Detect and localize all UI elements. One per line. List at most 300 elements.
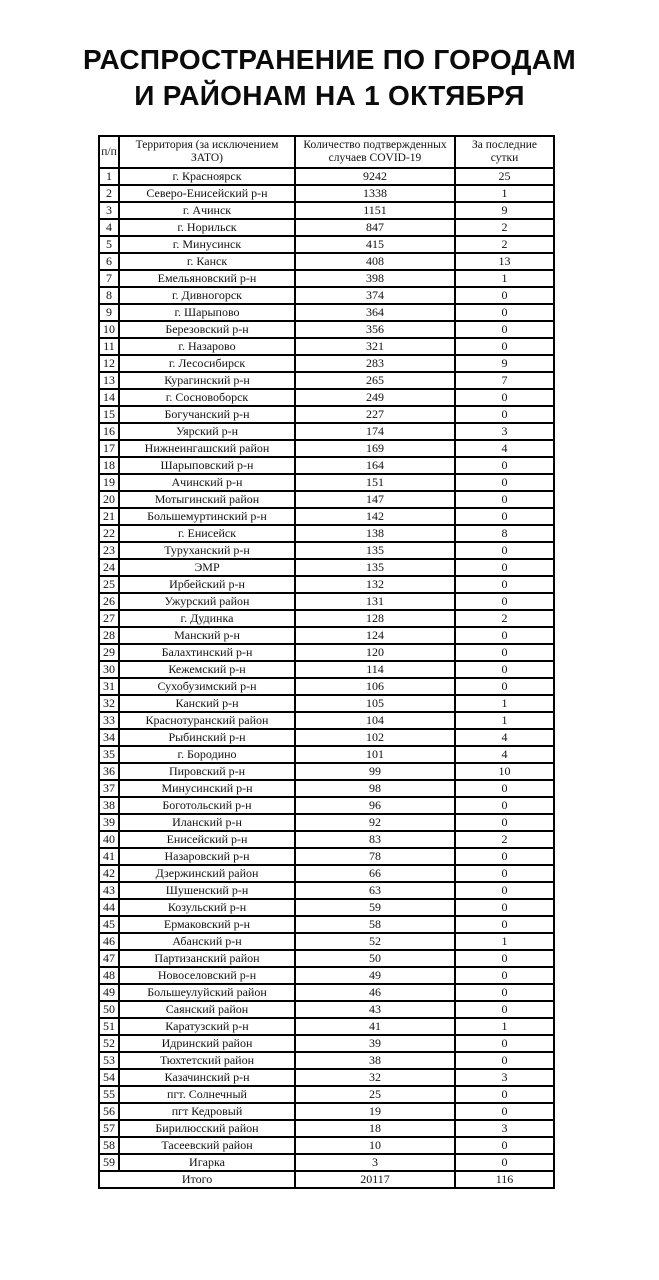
row-number-cell: 8 (99, 287, 119, 304)
col-header-confirmed-cases: Количество подтвержденных случаев COVID-19 (295, 136, 455, 168)
row-number-cell: 49 (99, 984, 119, 1001)
table-row (99, 1069, 554, 1086)
confirmed-cases-cell: 174 (295, 423, 455, 440)
confirmed-cases-cell: 9242 (295, 168, 455, 185)
territory-cell: Мотыгинский район (119, 491, 295, 508)
total-label-cell: Итого (99, 1171, 295, 1188)
last-day-cell: 0 (455, 1052, 554, 1069)
last-day-cell: 0 (455, 865, 554, 882)
table-row (99, 933, 554, 950)
last-day-cell: 0 (455, 797, 554, 814)
row-number-cell: 2 (99, 185, 119, 202)
confirmed-cases-cell: 41 (295, 1018, 455, 1035)
confirmed-cases-cell: 78 (295, 848, 455, 865)
last-day-cell: 0 (455, 1103, 554, 1120)
confirmed-cases-cell: 59 (295, 899, 455, 916)
confirmed-cases-cell: 364 (295, 304, 455, 321)
row-number-cell: 14 (99, 389, 119, 406)
table-header (99, 136, 554, 168)
confirmed-cases-cell: 50 (295, 950, 455, 967)
table-row (99, 270, 554, 287)
territory-cell: Ачинский р-н (119, 474, 295, 491)
last-day-cell: 2 (455, 610, 554, 627)
last-day-cell: 0 (455, 542, 554, 559)
table-row (99, 950, 554, 967)
last-day-cell: 0 (455, 321, 554, 338)
row-number-cell: 11 (99, 338, 119, 355)
territory-cell: Идринский район (119, 1035, 295, 1052)
table-row (99, 746, 554, 763)
confirmed-cases-cell: 1151 (295, 202, 455, 219)
table-row (99, 695, 554, 712)
territory-cell: г. Назарово (119, 338, 295, 355)
territory-cell: Игарка (119, 1154, 295, 1171)
last-day-cell: 0 (455, 644, 554, 661)
table-row (99, 287, 554, 304)
row-number-cell: 31 (99, 678, 119, 695)
row-number-cell: 22 (99, 525, 119, 542)
row-number-cell: 7 (99, 270, 119, 287)
last-day-cell: 10 (455, 763, 554, 780)
last-day-cell: 0 (455, 406, 554, 423)
table-row (99, 168, 554, 185)
row-number-cell: 9 (99, 304, 119, 321)
last-day-cell: 0 (455, 1086, 554, 1103)
row-number-cell: 25 (99, 576, 119, 593)
territory-cell: Березовский р-н (119, 321, 295, 338)
table-row (99, 576, 554, 593)
row-number-cell: 56 (99, 1103, 119, 1120)
table-row (99, 1052, 554, 1069)
row-number-cell: 55 (99, 1086, 119, 1103)
confirmed-cases-cell: 131 (295, 593, 455, 610)
page-title-line1: РАСПРОСТРАНЕНИЕ ПО ГОРОДАМ (83, 44, 576, 75)
last-day-cell: 0 (455, 508, 554, 525)
territory-cell: г. Шарыпово (119, 304, 295, 321)
last-day-cell: 9 (455, 202, 554, 219)
last-day-cell: 1 (455, 712, 554, 729)
confirmed-cases-cell: 104 (295, 712, 455, 729)
last-day-cell: 0 (455, 474, 554, 491)
table-row (99, 491, 554, 508)
table-row (99, 1103, 554, 1120)
table-row (99, 1086, 554, 1103)
row-number-cell: 36 (99, 763, 119, 780)
territory-cell: Шарыповский р-н (119, 457, 295, 474)
last-day-cell: 2 (455, 831, 554, 848)
row-number-cell: 39 (99, 814, 119, 831)
territory-cell: Туруханский р-н (119, 542, 295, 559)
row-number-cell: 33 (99, 712, 119, 729)
confirmed-cases-cell: 66 (295, 865, 455, 882)
confirmed-cases-cell: 138 (295, 525, 455, 542)
territory-cell: г. Сосновоборск (119, 389, 295, 406)
table-body (99, 168, 554, 1171)
territory-cell: г. Ачинск (119, 202, 295, 219)
table-row (99, 1035, 554, 1052)
table-row (99, 440, 554, 457)
last-day-cell: 0 (455, 491, 554, 508)
row-number-cell: 24 (99, 559, 119, 576)
confirmed-cases-cell: 49 (295, 967, 455, 984)
table-row (99, 865, 554, 882)
territory-cell: Емельяновский р-н (119, 270, 295, 287)
row-number-cell: 1 (99, 168, 119, 185)
row-number-cell: 52 (99, 1035, 119, 1052)
territory-cell: Партизанский район (119, 950, 295, 967)
last-day-cell: 7 (455, 372, 554, 389)
territory-cell: Бирилюсский район (119, 1120, 295, 1137)
confirmed-cases-cell: 38 (295, 1052, 455, 1069)
last-day-cell: 0 (455, 814, 554, 831)
confirmed-cases-cell: 265 (295, 372, 455, 389)
territory-cell: Кежемский р-н (119, 661, 295, 678)
col-header-row-number: п/п (99, 136, 119, 168)
row-number-cell: 57 (99, 1120, 119, 1137)
page-title-line2: И РАЙОНАМ НА 1 ОКТЯБРЯ (134, 80, 525, 111)
confirmed-cases-cell: 32 (295, 1069, 455, 1086)
confirmed-cases-cell: 124 (295, 627, 455, 644)
table-row (99, 372, 554, 389)
last-day-cell: 9 (455, 355, 554, 372)
last-day-cell: 0 (455, 1154, 554, 1171)
territory-cell: Боготольский р-н (119, 797, 295, 814)
row-number-cell: 41 (99, 848, 119, 865)
confirmed-cases-cell: 415 (295, 236, 455, 253)
confirmed-cases-cell: 114 (295, 661, 455, 678)
row-number-cell: 20 (99, 491, 119, 508)
last-day-cell: 1 (455, 185, 554, 202)
total-confirmed-cell: 20117 (295, 1171, 455, 1188)
row-number-cell: 27 (99, 610, 119, 627)
last-day-cell: 4 (455, 729, 554, 746)
confirmed-cases-cell: 1338 (295, 185, 455, 202)
territory-cell: г. Енисейск (119, 525, 295, 542)
last-day-cell: 1 (455, 695, 554, 712)
table-row (99, 610, 554, 627)
territory-cell: Пировский р-н (119, 763, 295, 780)
row-number-cell: 29 (99, 644, 119, 661)
table-row (99, 984, 554, 1001)
row-number-cell: 18 (99, 457, 119, 474)
row-number-cell: 51 (99, 1018, 119, 1035)
territory-cell: Большеулуйский район (119, 984, 295, 1001)
row-number-cell: 30 (99, 661, 119, 678)
last-day-cell: 0 (455, 457, 554, 474)
territory-cell: Назаровский р-н (119, 848, 295, 865)
last-day-cell: 0 (455, 338, 554, 355)
territory-cell: Манский р-н (119, 627, 295, 644)
row-number-cell: 10 (99, 321, 119, 338)
territory-cell: ЭМР (119, 559, 295, 576)
table-row (99, 1154, 554, 1171)
last-day-cell: 2 (455, 219, 554, 236)
row-number-cell: 28 (99, 627, 119, 644)
last-day-cell: 3 (455, 423, 554, 440)
row-number-cell: 17 (99, 440, 119, 457)
territory-cell: Иланский р-н (119, 814, 295, 831)
last-day-cell: 0 (455, 661, 554, 678)
confirmed-cases-cell: 102 (295, 729, 455, 746)
last-day-cell: 0 (455, 899, 554, 916)
page-title (0, 0, 659, 114)
col-header-last-day: За последние сутки (455, 136, 554, 168)
confirmed-cases-cell: 25 (295, 1086, 455, 1103)
territory-cell: Шушенский р-н (119, 882, 295, 899)
last-day-cell: 0 (455, 576, 554, 593)
territory-cell: Сухобузимский р-н (119, 678, 295, 695)
territory-cell: пгт Кедровый (119, 1103, 295, 1120)
last-day-cell: 0 (455, 1001, 554, 1018)
confirmed-cases-cell: 142 (295, 508, 455, 525)
territory-cell: г. Норильск (119, 219, 295, 236)
last-day-cell: 4 (455, 440, 554, 457)
territory-cell: Северо-Енисейский р-н (119, 185, 295, 202)
table-row (99, 406, 554, 423)
territory-cell: Абанский р-н (119, 933, 295, 950)
table-row (99, 627, 554, 644)
col-header-territory: Территория (за исключением ЗАТО) (119, 136, 295, 168)
last-day-cell: 1 (455, 270, 554, 287)
confirmed-cases-cell: 3 (295, 1154, 455, 1171)
last-day-cell: 0 (455, 967, 554, 984)
last-day-cell: 3 (455, 1120, 554, 1137)
table-row (99, 423, 554, 440)
territory-cell: Тюхтетский район (119, 1052, 295, 1069)
row-number-cell: 13 (99, 372, 119, 389)
confirmed-cases-cell: 847 (295, 219, 455, 236)
table-row (99, 253, 554, 270)
last-day-cell: 0 (455, 1035, 554, 1052)
territory-cell: Богучанский р-н (119, 406, 295, 423)
last-day-cell: 2 (455, 236, 554, 253)
row-number-cell: 4 (99, 219, 119, 236)
confirmed-cases-cell: 46 (295, 984, 455, 1001)
confirmed-cases-cell: 39 (295, 1035, 455, 1052)
last-day-cell: 0 (455, 678, 554, 695)
confirmed-cases-cell: 135 (295, 559, 455, 576)
territory-cell: г. Красноярск (119, 168, 295, 185)
confirmed-cases-cell: 227 (295, 406, 455, 423)
table-row (99, 457, 554, 474)
last-day-cell: 0 (455, 984, 554, 1001)
row-number-cell: 34 (99, 729, 119, 746)
confirmed-cases-cell: 58 (295, 916, 455, 933)
table-row (99, 338, 554, 355)
territory-cell: Краснотуранский район (119, 712, 295, 729)
last-day-cell: 0 (455, 627, 554, 644)
table-row (99, 661, 554, 678)
confirmed-cases-cell: 43 (295, 1001, 455, 1018)
confirmed-cases-cell: 151 (295, 474, 455, 491)
table-row (99, 1018, 554, 1035)
last-day-cell: 25 (455, 168, 554, 185)
table-row (99, 185, 554, 202)
row-number-cell: 12 (99, 355, 119, 372)
last-day-cell: 0 (455, 882, 554, 899)
confirmed-cases-cell: 106 (295, 678, 455, 695)
row-number-cell: 59 (99, 1154, 119, 1171)
confirmed-cases-cell: 83 (295, 831, 455, 848)
confirmed-cases-cell: 374 (295, 287, 455, 304)
last-day-cell: 0 (455, 848, 554, 865)
row-number-cell: 26 (99, 593, 119, 610)
last-day-cell: 3 (455, 1069, 554, 1086)
table-row (99, 644, 554, 661)
territory-cell: Уярский р-н (119, 423, 295, 440)
table-row (99, 1137, 554, 1154)
territory-cell: Ирбейский р-н (119, 576, 295, 593)
row-number-cell: 53 (99, 1052, 119, 1069)
row-number-cell: 23 (99, 542, 119, 559)
territory-cell: пгт. Солнечный (119, 1086, 295, 1103)
confirmed-cases-cell: 105 (295, 695, 455, 712)
confirmed-cases-cell: 164 (295, 457, 455, 474)
row-number-cell: 54 (99, 1069, 119, 1086)
territory-cell: Козульский р-н (119, 899, 295, 916)
row-number-cell: 35 (99, 746, 119, 763)
table-row (99, 678, 554, 695)
territory-cell: Тасеевский район (119, 1137, 295, 1154)
last-day-cell: 0 (455, 780, 554, 797)
confirmed-cases-cell: 52 (295, 933, 455, 950)
confirmed-cases-cell: 10 (295, 1137, 455, 1154)
table-row (99, 593, 554, 610)
table-row (99, 899, 554, 916)
confirmed-cases-cell: 321 (295, 338, 455, 355)
territory-cell: Ужурский район (119, 593, 295, 610)
territory-cell: г. Бородино (119, 746, 295, 763)
confirmed-cases-cell: 99 (295, 763, 455, 780)
table-row (99, 797, 554, 814)
territory-cell: Казачинский р-н (119, 1069, 295, 1086)
row-number-cell: 3 (99, 202, 119, 219)
territory-cell: г. Минусинск (119, 236, 295, 253)
confirmed-cases-cell: 132 (295, 576, 455, 593)
row-number-cell: 43 (99, 882, 119, 899)
territory-cell: Саянский район (119, 1001, 295, 1018)
territory-cell: г. Дивногорск (119, 287, 295, 304)
confirmed-cases-cell: 408 (295, 253, 455, 270)
table-row (99, 882, 554, 899)
row-number-cell: 16 (99, 423, 119, 440)
territory-cell: г. Дудинка (119, 610, 295, 627)
last-day-cell: 0 (455, 1137, 554, 1154)
table-row (99, 219, 554, 236)
table-row (99, 763, 554, 780)
last-day-cell: 0 (455, 916, 554, 933)
confirmed-cases-cell: 283 (295, 355, 455, 372)
last-day-cell: 0 (455, 593, 554, 610)
row-number-cell: 6 (99, 253, 119, 270)
table-row (99, 1001, 554, 1018)
territory-cell: Рыбинский р-н (119, 729, 295, 746)
last-day-cell: 0 (455, 389, 554, 406)
territory-cell: г. Канск (119, 253, 295, 270)
last-day-cell: 1 (455, 1018, 554, 1035)
territory-cell: Курагинский р-н (119, 372, 295, 389)
last-day-cell: 1 (455, 933, 554, 950)
last-day-cell: 0 (455, 559, 554, 576)
total-row (99, 1171, 554, 1188)
table-row (99, 967, 554, 984)
territory-cell: Балахтинский р-н (119, 644, 295, 661)
territory-cell: Новоселовский р-н (119, 967, 295, 984)
row-number-cell: 58 (99, 1137, 119, 1154)
row-number-cell: 21 (99, 508, 119, 525)
table-row (99, 304, 554, 321)
table-row (99, 848, 554, 865)
row-number-cell: 48 (99, 967, 119, 984)
table-row (99, 916, 554, 933)
territory-cell: г. Лесосибирск (119, 355, 295, 372)
territory-cell: Ермаковский р-н (119, 916, 295, 933)
row-number-cell: 46 (99, 933, 119, 950)
confirmed-cases-cell: 96 (295, 797, 455, 814)
territory-cell: Канский р-н (119, 695, 295, 712)
header-row (99, 136, 554, 168)
table-row (99, 542, 554, 559)
table-row (99, 831, 554, 848)
confirmed-cases-cell: 18 (295, 1120, 455, 1137)
confirmed-cases-cell: 19 (295, 1103, 455, 1120)
confirmed-cases-cell: 98 (295, 780, 455, 797)
table-row (99, 321, 554, 338)
last-day-cell: 4 (455, 746, 554, 763)
row-number-cell: 15 (99, 406, 119, 423)
row-number-cell: 37 (99, 780, 119, 797)
table-row (99, 355, 554, 372)
covid-table (98, 135, 555, 1189)
row-number-cell: 5 (99, 236, 119, 253)
last-day-cell: 0 (455, 304, 554, 321)
table-row (99, 202, 554, 219)
total-last-day-cell: 116 (455, 1171, 554, 1188)
table-row (99, 729, 554, 746)
confirmed-cases-cell: 398 (295, 270, 455, 287)
territory-cell: Нижнеингашский район (119, 440, 295, 457)
table-row (99, 559, 554, 576)
table-row (99, 525, 554, 542)
table-row (99, 780, 554, 797)
row-number-cell: 42 (99, 865, 119, 882)
table-row (99, 814, 554, 831)
confirmed-cases-cell: 147 (295, 491, 455, 508)
row-number-cell: 50 (99, 1001, 119, 1018)
table-footer (99, 1171, 554, 1188)
territory-cell: Минусинский р-н (119, 780, 295, 797)
last-day-cell: 0 (455, 950, 554, 967)
territory-cell: Енисейский р-н (119, 831, 295, 848)
confirmed-cases-cell: 120 (295, 644, 455, 661)
territory-cell: Большемуртинский р-н (119, 508, 295, 525)
row-number-cell: 38 (99, 797, 119, 814)
confirmed-cases-cell: 92 (295, 814, 455, 831)
table-row (99, 508, 554, 525)
confirmed-cases-cell: 63 (295, 882, 455, 899)
confirmed-cases-cell: 128 (295, 610, 455, 627)
confirmed-cases-cell: 249 (295, 389, 455, 406)
confirmed-cases-cell: 135 (295, 542, 455, 559)
table-row (99, 389, 554, 406)
last-day-cell: 8 (455, 525, 554, 542)
territory-cell: Дзержинский район (119, 865, 295, 882)
row-number-cell: 19 (99, 474, 119, 491)
row-number-cell: 44 (99, 899, 119, 916)
row-number-cell: 45 (99, 916, 119, 933)
confirmed-cases-cell: 169 (295, 440, 455, 457)
confirmed-cases-cell: 356 (295, 321, 455, 338)
